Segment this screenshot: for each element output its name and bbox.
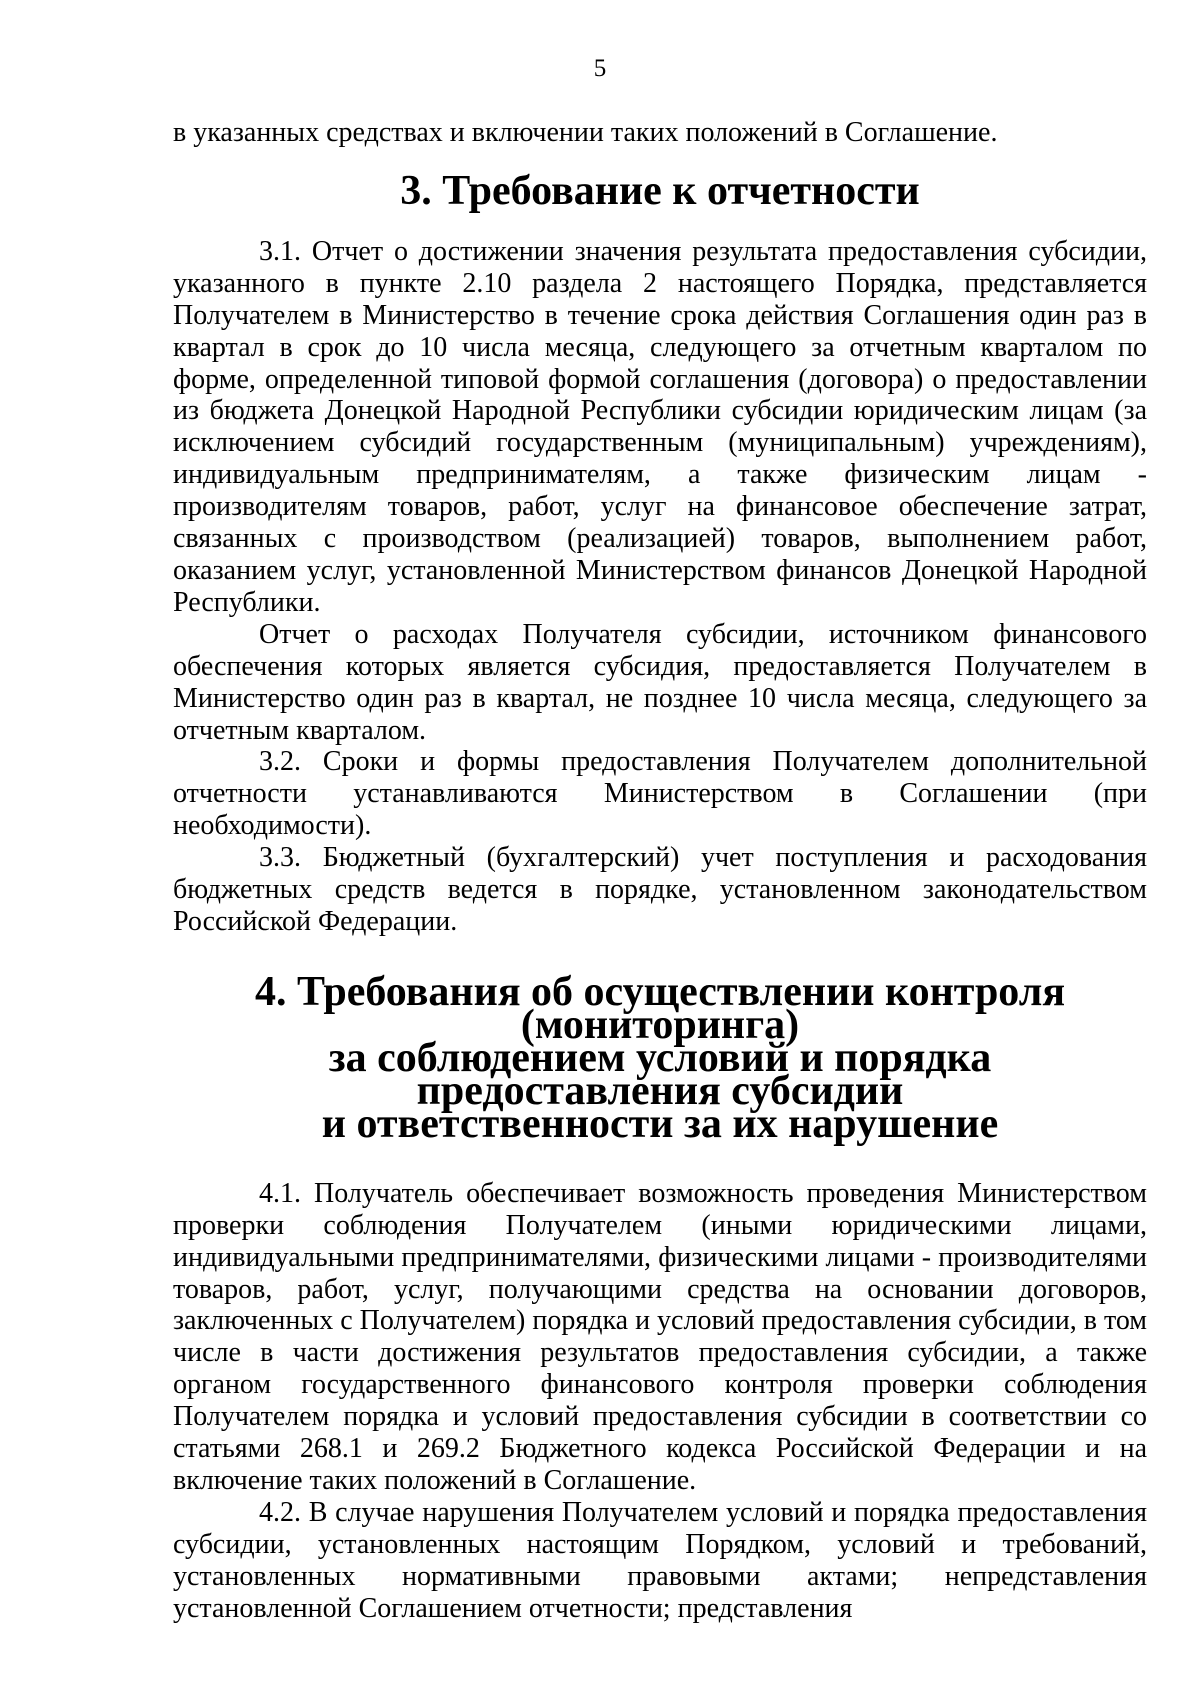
section-4-title-line-3: и ответственности за их нарушение: [321, 1100, 999, 1147]
paragraph-3-1-report: Отчет о расходах Получателя субсидии, источником финансового обеспечения которых является субсидия, предоставляется Получателем в Министерство один раз в квартал, не позднее 10 числа месяца, следующего за отчетным кварталом.: [173, 618, 1147, 746]
section-3-title: 3. Требование к отчетности: [400, 167, 920, 214]
intro-paragraph: в указанных средствах и включении таких положений в Соглашение.: [173, 117, 998, 148]
page-number: 5: [593, 55, 607, 82]
paragraph-4-2: 4.2. В случае нарушения Получателем условий и порядка предоставления субсидии, установленных настоящим Порядком, условий и требований, установленных нормативными правовыми актами; непредставления установленной Соглашением отчетности; представления: [173, 1496, 1147, 1624]
paragraph-3-3: 3.3. Бюджетный (бухгалтерский) учет поступления и расходования бюджетных средств ведется в порядке, установленном законодательством Российской Федерации.: [173, 842, 1147, 937]
paragraph-3-2: 3.2. Сроки и формы предоставления Получателем дополнительной отчетности устанавливаются Министерством в Соглашении (при необходимости).: [173, 746, 1147, 842]
paragraph-3-1: 3.1. Отчет о достижении значения результата предоставления субсидии, указанного в пункте 2.10 раздела 2 настоящего Порядка, представляется Получателем в Министерство в течение срока действия Соглашения один раз в квартал в срок до 10 числа месяца, следующего за отчетным кварталом по форме, определенной типовой формой соглашения (договора) о предоставлении из бюджета Донецкой Народной Республики субсидии юридическим лицам (за исключением субсидий государственным (муниципальным) учреждениям), индивидуальным предпринимателям, а также физическим лицам - производителям товаров, работ, услуг на финансовое обеспечение затрат, связанных с производством (реализацией) товаров, выполнением работ, оказанием услуг, установленной Министерством финансов Донецкой Народной Республики.: [173, 235, 1147, 618]
page-content: [173, 117, 1147, 1625]
section-4-title-line-1: 4. Требования об осуществлении контроля (мониторинга): [254, 968, 1066, 1048]
section-4-title: [173, 968, 1147, 1147]
section-4-title-line-2: за соблюдением условий и порядка предоставления субсидии: [328, 1034, 992, 1114]
paragraph-4-1: 4.1. Получатель обеспечивает возможность проведения Министерством проверки соблюдения Получателем (иными юридическими лицами, индивидуальными предпринимателями, физическими лицами - производителями товаров, работ, услуг, получающими средства на основании договоров, заключенных с Получателем) порядка и условий предоставления субсидии, в том числе в части достижения результатов предоставления субсидии, а также органом государственного финансового контроля проверки соблюдения Получателем порядка и условий предоставления субсидии в соответствии со статьями 268.1 и 269.2 Бюджетного кодекса Российской Федерации и на включение таких положений в Соглашение.: [173, 1177, 1147, 1496]
